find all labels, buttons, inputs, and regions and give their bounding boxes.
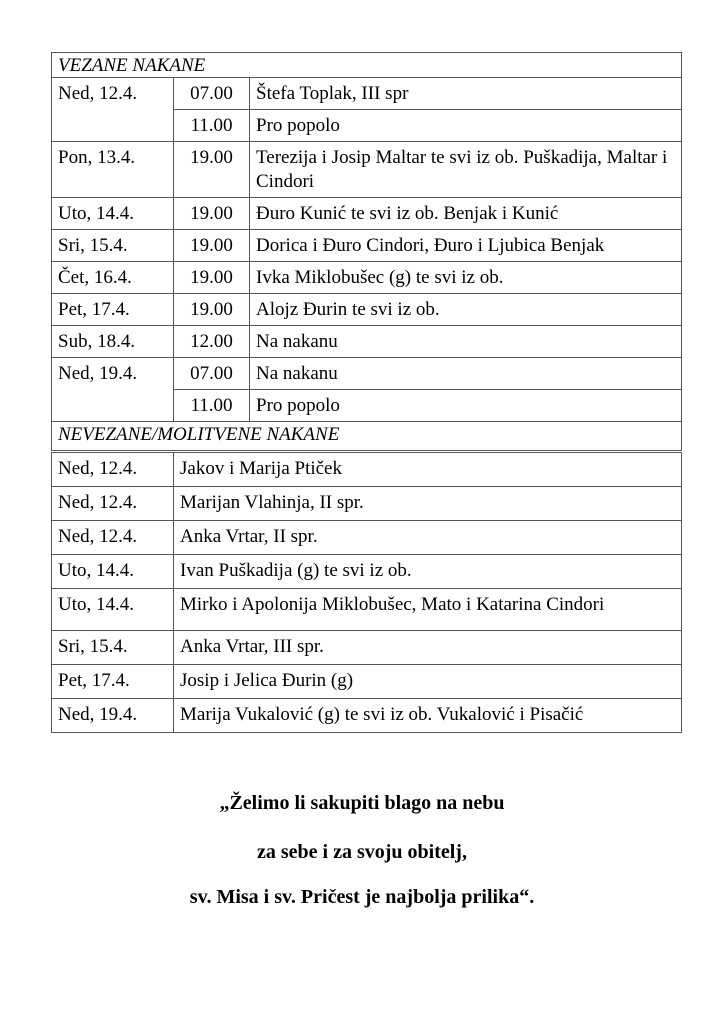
time-cell: 19.00 <box>174 142 250 198</box>
intention-cell: Pro popolo <box>250 110 682 142</box>
intention-cell: Ivan Puškadija (g) te svi iz ob. <box>174 555 682 589</box>
day-cell: Pet, 17.4. <box>52 665 174 699</box>
day-cell: Uto, 14.4. <box>52 555 174 589</box>
table-row <box>52 78 682 110</box>
table-row <box>52 631 682 665</box>
table-row <box>52 665 682 699</box>
table-row <box>52 521 682 555</box>
intention-cell: Dorica i Đuro Cindori, Đuro i Ljubica Benjak <box>250 230 682 262</box>
table-row <box>52 230 682 262</box>
intention-cell: Terezija i Josip Maltar te svi iz ob. Puškadija, Maltar i Cindori <box>250 142 682 198</box>
time-cell: 19.00 <box>174 294 250 326</box>
day-cell: Ned, 19.4. <box>52 358 174 422</box>
day-cell: Uto, 14.4. <box>52 198 174 230</box>
table-row <box>52 142 682 198</box>
intention-cell: Anka Vrtar, II spr. <box>174 521 682 555</box>
section-header-row <box>52 422 682 452</box>
unbound-intentions-table <box>51 421 682 733</box>
table-row <box>52 699 682 733</box>
day-cell: Pet, 17.4. <box>52 294 174 326</box>
day-cell: Ned, 12.4. <box>52 487 174 521</box>
day-cell: Ned, 12.4. <box>52 452 174 487</box>
intention-cell: Josip i Jelica Đurin (g) <box>174 665 682 699</box>
table-row <box>52 294 682 326</box>
time-cell: 07.00 <box>174 78 250 110</box>
bound-intentions-table <box>51 52 682 422</box>
table-row <box>52 262 682 294</box>
table-row <box>52 358 682 390</box>
time-cell: 12.00 <box>174 326 250 358</box>
time-cell: 11.00 <box>174 390 250 422</box>
table-row <box>52 555 682 589</box>
intention-cell: Ivka Miklobušec (g) te svi iz ob. <box>250 262 682 294</box>
day-cell: Sri, 15.4. <box>52 230 174 262</box>
time-cell: 19.00 <box>174 230 250 262</box>
intention-cell: Na nakanu <box>250 358 682 390</box>
day-cell: Ned, 19.4. <box>52 699 174 733</box>
day-cell: Čet, 16.4. <box>52 262 174 294</box>
intention-cell: Mirko i Apolonija Miklobušec, Mato i Katarina Cindori <box>174 589 682 631</box>
quote-line-1: „Želimo li sakupiti blago na nebu <box>219 792 505 814</box>
intention-cell: Pro popolo <box>250 390 682 422</box>
time-cell: 07.00 <box>174 358 250 390</box>
intention-cell: Štefa Toplak, III spr <box>250 78 682 110</box>
quote-line-2: za sebe i za svoju obitelj, <box>257 841 467 863</box>
time-cell: 19.00 <box>174 198 250 230</box>
table-row <box>52 326 682 358</box>
day-cell: Uto, 14.4. <box>52 589 174 631</box>
day-cell: Ned, 12.4. <box>52 78 174 142</box>
day-cell: Ned, 12.4. <box>52 521 174 555</box>
section-title: NEVEZANE/MOLITVENE NAKANE <box>52 422 682 452</box>
day-cell: Sub, 18.4. <box>52 326 174 358</box>
intention-cell: Marijan Vlahinja, II spr. <box>174 487 682 521</box>
mass-intentions-schedule <box>51 52 682 733</box>
table-row <box>52 589 682 631</box>
day-cell: Sri, 15.4. <box>52 631 174 665</box>
section-title: VEZANE NAKANE <box>52 53 682 78</box>
intention-cell: Alojz Đurin te svi iz ob. <box>250 294 682 326</box>
quote-line-3: sv. Misa i sv. Pričest je najbolja prilika“. <box>189 886 535 908</box>
day-cell: Pon, 13.4. <box>52 142 174 198</box>
intention-cell: Na nakanu <box>250 326 682 358</box>
section-header-row <box>52 53 682 78</box>
table-row <box>52 487 682 521</box>
table-row <box>52 198 682 230</box>
time-cell: 19.00 <box>174 262 250 294</box>
intention-cell: Anka Vrtar, III spr. <box>174 631 682 665</box>
intention-cell: Marija Vukalović (g) te svi iz ob. Vukalović i Pisačić <box>174 699 682 733</box>
intention-cell: Jakov i Marija Ptiček <box>174 452 682 487</box>
table-row <box>52 452 682 487</box>
intention-cell: Đuro Kunić te svi iz ob. Benjak i Kunić <box>250 198 682 230</box>
time-cell: 11.00 <box>174 110 250 142</box>
